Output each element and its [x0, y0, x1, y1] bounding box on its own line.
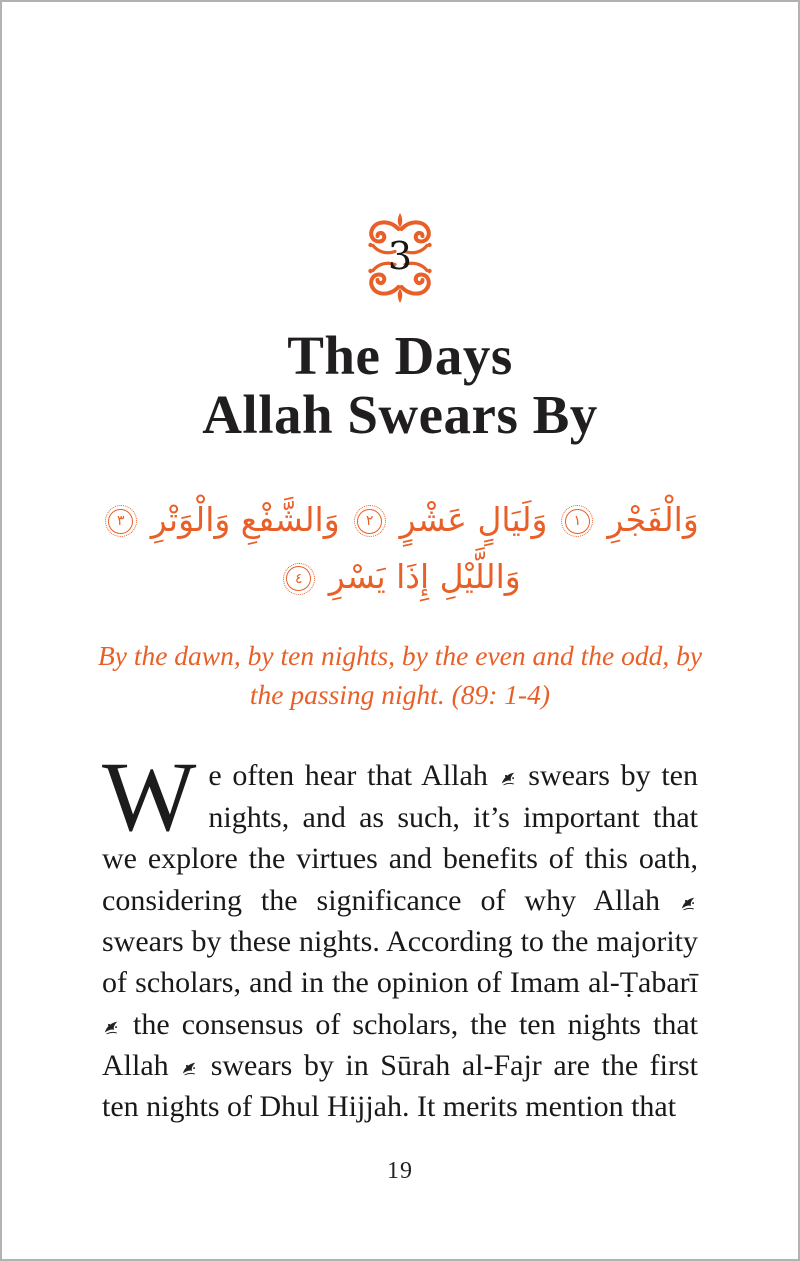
ayah-number-marker: ٤	[286, 566, 311, 591]
page-number: 19	[387, 1158, 413, 1184]
body-paragraph	[102, 741, 698, 1128]
arabic-verse-line: وَاللَّيْلِ إِذَا يَسْرِ ٤	[2, 548, 798, 605]
chapter-number: 3	[387, 234, 413, 279]
chapter-title	[2, 326, 798, 445]
arabic-verse-line: وَالْفَجْرِ ١ وَلَيَالٍ عَشْرٍ ٢ وَالشَّفْعِ وَالْوَتْرِ ٣	[2, 491, 798, 548]
ayah-number-marker: ١	[565, 509, 590, 534]
rahimahullah-icon	[103, 1020, 120, 1035]
jalla-jalaluhu-icon	[181, 1061, 198, 1076]
ayah-number-marker: ٣	[108, 509, 133, 534]
chapter-title-line-1: The Days	[287, 325, 513, 386]
verse-translation: By the dawn, by ten nights, by the even and the odd, by the passing night. (89: 1-4)	[97, 639, 703, 711]
drop-cap: W	[102, 741, 197, 853]
jalla-jalaluhu-icon	[500, 771, 517, 786]
body-paragraph-text: e often hear that Allah swears by ten nights, and as such, it’s important that we explore the virtues and benefits of this oath, considering the significance of why Allah swears by these nights. According to the majority of scholars, and in the opinion of Imam al-Ṭabarī the consensus of scholars, the ten nights that Allah swears by in Sūrah al-Fajr are the first ten nights of Dhul Hijjah. It merits mention that	[102, 759, 698, 1124]
ayah-number-marker: ٢	[357, 509, 382, 534]
chapter-ornament	[360, 212, 440, 304]
chapter-title-line-2: Allah Swears By	[202, 384, 598, 446]
jalla-jalaluhu-icon	[680, 896, 697, 911]
arabic-verse	[2, 491, 798, 606]
